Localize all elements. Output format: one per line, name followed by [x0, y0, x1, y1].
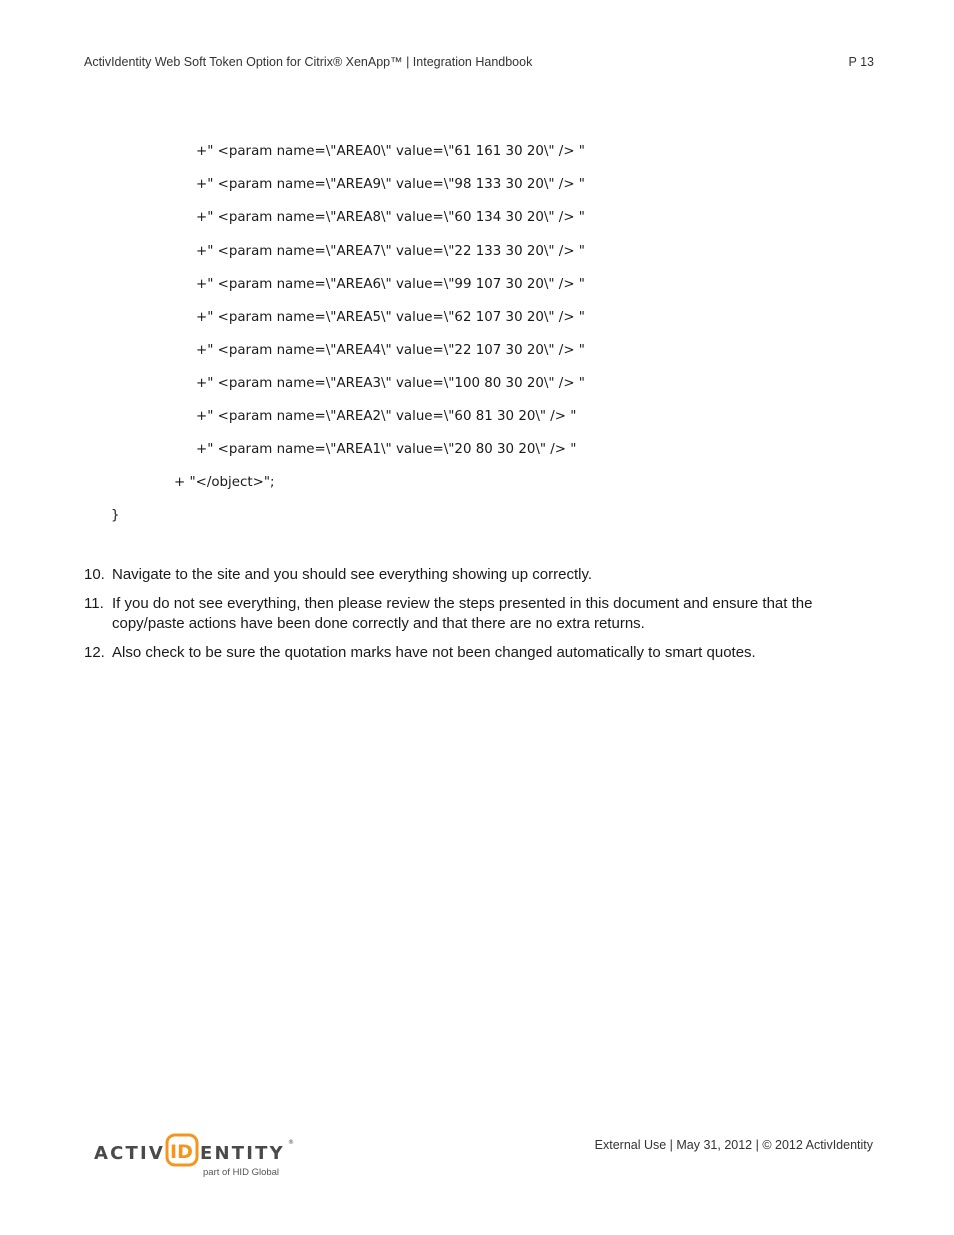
header-title: ActivIdentity Web Soft Token Option for Citrix® XenApp™ | Integration Handbook	[84, 55, 533, 69]
list-item	[84, 643, 874, 663]
step-text: Also check to be sure the quotation marks have not been changed automatically to smart quotes.	[112, 644, 756, 661]
code-line: +" <param name=\"AREA1\" value=\"20 80 30 20\" /> "	[196, 442, 577, 457]
activeidentity-logo	[92, 1131, 302, 1179]
code-line: + "</object>";	[174, 475, 275, 490]
logo-text-right: ENTITY	[200, 1143, 285, 1164]
logo-registered-mark: ®	[288, 1139, 294, 1146]
step-number: 10.	[84, 566, 105, 583]
list-item	[84, 565, 874, 585]
code-line: +" <param name=\"AREA6\" value=\"99 107 30 20\" /> "	[196, 277, 585, 292]
step-number: 11.	[84, 595, 104, 612]
list-item	[84, 594, 874, 634]
logo-id-text: ID	[170, 1141, 193, 1163]
logo-text-left: ACTIV	[94, 1143, 166, 1164]
code-line: +" <param name=\"AREA3\" value=\"100 80 30 20\" /> "	[196, 376, 585, 391]
code-line: +" <param name=\"AREA2\" value=\"60 81 30 20\" /> "	[196, 409, 577, 424]
footer-text: External Use | May 31, 2012 | © 2012 ActivIdentity	[594, 1138, 873, 1152]
code-line: +" <param name=\"AREA9\" value=\"98 133 30 20\" /> "	[196, 177, 585, 192]
page-number: P 13	[848, 55, 874, 69]
code-line: +" <param name=\"AREA5\" value=\"62 107 30 20\" /> "	[196, 310, 585, 325]
step-text: Navigate to the site and you should see everything showing up correctly.	[112, 566, 592, 583]
code-line: +" <param name=\"AREA7\" value=\"22 133 30 20\" /> "	[196, 244, 585, 259]
code-line: }	[111, 508, 120, 523]
code-line: +" <param name=\"AREA8\" value=\"60 134 30 20\" /> "	[196, 210, 585, 225]
step-number: 12.	[84, 644, 105, 661]
step-text: If you do not see everything, then please review the steps presented in this document and ensure that the copy/paste actions have been done correctly and that there are no extra returns.	[112, 595, 813, 632]
code-line: +" <param name=\"AREA0\" value=\"61 161 30 20\" /> "	[196, 144, 585, 159]
code-line: +" <param name=\"AREA4\" value=\"22 107 30 20\" /> "	[196, 343, 585, 358]
logo-tagline: part of HID Global	[203, 1167, 280, 1178]
steps-list	[84, 565, 874, 672]
